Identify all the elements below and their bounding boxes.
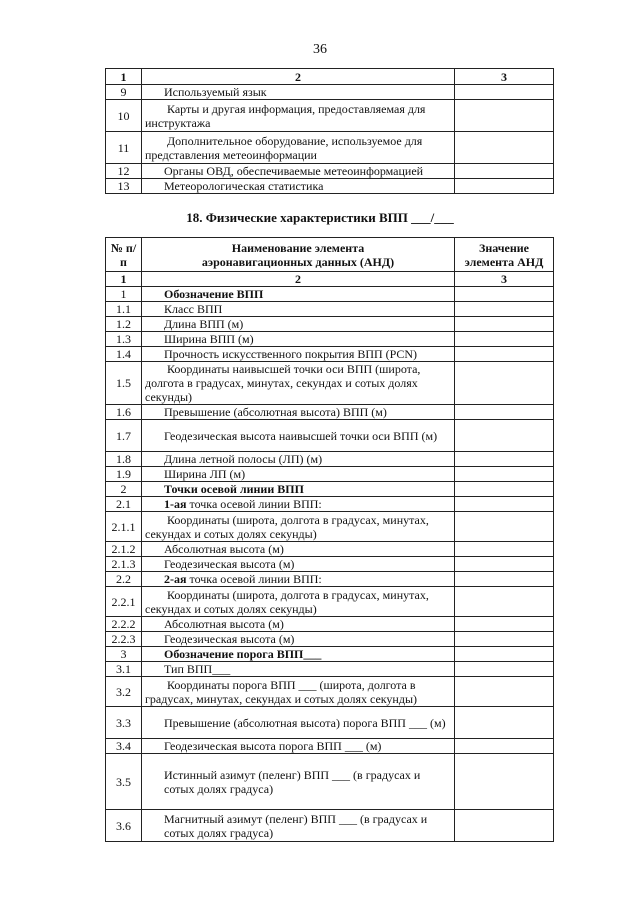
table-row [106, 662, 554, 677]
row-number: 12 [106, 164, 142, 179]
row-ordinal: 1-ая [164, 497, 187, 511]
table-row [106, 647, 554, 662]
row-number: 3.2 [106, 677, 142, 707]
row-value [455, 332, 554, 347]
row-value [455, 557, 554, 572]
table-row [106, 810, 554, 842]
row-value [455, 179, 554, 194]
row-value [455, 739, 554, 754]
row-text: Геодезическая высота порога ВПП ___ (м) [142, 739, 455, 754]
row-text: Карты и другая информация, предоставляемая для инструктажа [142, 100, 455, 132]
row-value [455, 317, 554, 332]
header-cell: 3 [455, 69, 554, 85]
row-value [455, 677, 554, 707]
index-cell: 1 [106, 272, 142, 287]
row-value [455, 497, 554, 512]
header-cell: 2 [142, 69, 455, 85]
row-value [455, 647, 554, 662]
row-text [142, 572, 455, 587]
row-text: Координаты (широта, долгота в градусах, минутах, секундах и сотых долях секунды) [142, 512, 455, 542]
row-value [455, 587, 554, 617]
row-text: Прочность искусственного покрытия ВПП (PCN) [142, 347, 455, 362]
table-row [106, 332, 554, 347]
row-text: Тип ВПП___ [142, 662, 455, 677]
header-cell: 1 [106, 69, 142, 85]
row-value [455, 572, 554, 587]
row-value [455, 405, 554, 420]
table-body [106, 287, 554, 842]
table-row [106, 164, 554, 179]
row-value [455, 347, 554, 362]
row-number: 2.2.3 [106, 632, 142, 647]
table-row [106, 452, 554, 467]
row-number: 10 [106, 100, 142, 132]
row-ordinal: 2-ая [164, 572, 187, 586]
row-number: 1.9 [106, 467, 142, 482]
row-text-rest: точка осевой линии ВПП: [186, 497, 322, 511]
table-meteo-continuation [105, 68, 554, 194]
row-number: 2 [106, 482, 142, 497]
table-row [106, 754, 554, 810]
row-value [455, 132, 554, 164]
row-number: 3.1 [106, 662, 142, 677]
index-cell: 2 [142, 272, 455, 287]
table-index-row [106, 272, 554, 287]
table-row [106, 302, 554, 317]
table-row [106, 617, 554, 632]
row-number: 3.3 [106, 707, 142, 739]
row-text: Ширина ЛП (м) [142, 467, 455, 482]
row-value [455, 754, 554, 810]
table-row [106, 707, 554, 739]
row-text: Абсолютная высота (м) [142, 617, 455, 632]
row-number: 2.2.1 [106, 587, 142, 617]
row-number: 1.8 [106, 452, 142, 467]
table-row [106, 572, 554, 587]
table-row [106, 420, 554, 452]
row-text: Длина летной полосы (ЛП) (м) [142, 452, 455, 467]
table-row [106, 542, 554, 557]
row-number: 2.1.2 [106, 542, 142, 557]
index-cell: 3 [455, 272, 554, 287]
row-value [455, 482, 554, 497]
row-number: 11 [106, 132, 142, 164]
row-number: 2.2 [106, 572, 142, 587]
row-value [455, 467, 554, 482]
row-value [455, 662, 554, 677]
table-row [106, 362, 554, 405]
row-text: Геодезическая высота наивысшей точки оси ВПП (м) [142, 420, 455, 452]
row-text: Метеорологическая статистика [142, 179, 455, 194]
row-value [455, 287, 554, 302]
row-text: Магнитный азимут (пеленг) ВПП ___ (в градусах и сотых долях градуса) [142, 810, 455, 842]
row-value [455, 85, 554, 100]
row-number: 1 [106, 287, 142, 302]
row-text: Дополнительное оборудование, используемое для представления метеоинформации [142, 132, 455, 164]
row-text: Истинный азимут (пеленг) ВПП ___ (в градусах и сотых долях градуса) [142, 754, 455, 810]
row-text: Точки осевой линии ВПП [142, 482, 455, 497]
row-text: Органы ОВД, обеспечиваемые метеоинформацией [142, 164, 455, 179]
row-value [455, 617, 554, 632]
row-text: Длина ВПП (м) [142, 317, 455, 332]
row-value [455, 707, 554, 739]
row-number: 2.1 [106, 497, 142, 512]
table-row [106, 100, 554, 132]
row-number: 1.6 [106, 405, 142, 420]
row-text: Обозначение порога ВПП___ [142, 647, 455, 662]
header-number: № п/п [106, 238, 142, 272]
table-row [106, 317, 554, 332]
row-number: 2.1.1 [106, 512, 142, 542]
row-text: Ширина ВПП (м) [142, 332, 455, 347]
table-row [106, 677, 554, 707]
table-row [106, 482, 554, 497]
row-text: Превышение (абсолютная высота) порога ВПП ___ (м) [142, 707, 455, 739]
row-text: Используемый язык [142, 85, 455, 100]
table-row [106, 587, 554, 617]
row-number: 2.1.3 [106, 557, 142, 572]
row-number: 1.3 [106, 332, 142, 347]
table-row [106, 557, 554, 572]
row-number: 3 [106, 647, 142, 662]
row-value [455, 512, 554, 542]
table-row [106, 179, 554, 194]
page-number: 36 [313, 42, 327, 57]
row-number: 9 [106, 85, 142, 100]
row-value [455, 164, 554, 179]
row-value [455, 810, 554, 842]
header-value: Значение элемента АНД [455, 238, 554, 272]
row-value [455, 100, 554, 132]
row-value [455, 632, 554, 647]
table-row [106, 405, 554, 420]
row-text [142, 497, 455, 512]
table-row [106, 132, 554, 164]
row-value [455, 362, 554, 405]
table-header-row [106, 238, 554, 272]
table-row [106, 512, 554, 542]
row-value [455, 452, 554, 467]
section-title: 18. Физические характеристики ВПП ___/___ [186, 210, 454, 225]
table-row [106, 497, 554, 512]
table-header-row [106, 69, 554, 85]
row-text: Координаты порога ВПП ___ (широта, долгота в градусах, минутах, секундах и сотых долях секунды) [142, 677, 455, 707]
row-number: 1.7 [106, 420, 142, 452]
row-value [455, 420, 554, 452]
row-value [455, 542, 554, 557]
row-text: Геодезическая высота (м) [142, 557, 455, 572]
row-number: 3.4 [106, 739, 142, 754]
row-number: 3.6 [106, 810, 142, 842]
table-runway-characteristics [105, 237, 554, 842]
table-row [106, 85, 554, 100]
row-number: 1.5 [106, 362, 142, 405]
row-text: Класс ВПП [142, 302, 455, 317]
row-text: Превышение (абсолютная высота) ВПП (м) [142, 405, 455, 420]
row-number: 3.5 [106, 754, 142, 810]
row-text: Абсолютная высота (м) [142, 542, 455, 557]
row-number: 1.1 [106, 302, 142, 317]
row-number: 1.2 [106, 317, 142, 332]
table-row [106, 739, 554, 754]
row-number: 13 [106, 179, 142, 194]
table-row [106, 467, 554, 482]
header-element-name: Наименование элемента аэронавигационных данных (АНД) [142, 238, 455, 272]
row-number: 1.4 [106, 347, 142, 362]
row-text: Координаты (широта, долгота в градусах, минутах, секундах и сотых долях секунды) [142, 587, 455, 617]
table-row [106, 287, 554, 302]
table-row [106, 632, 554, 647]
row-text: Обозначение ВПП [142, 287, 455, 302]
row-text: Геодезическая высота (м) [142, 632, 455, 647]
row-text: Координаты наивысшей точки оси ВПП (широта, долгота в градусах, минутах, секундах и сотых долях секунды) [142, 362, 455, 405]
table-row [106, 347, 554, 362]
row-value [455, 302, 554, 317]
row-number: 2.2.2 [106, 617, 142, 632]
row-text-rest: точка осевой линии ВПП: [186, 572, 322, 586]
